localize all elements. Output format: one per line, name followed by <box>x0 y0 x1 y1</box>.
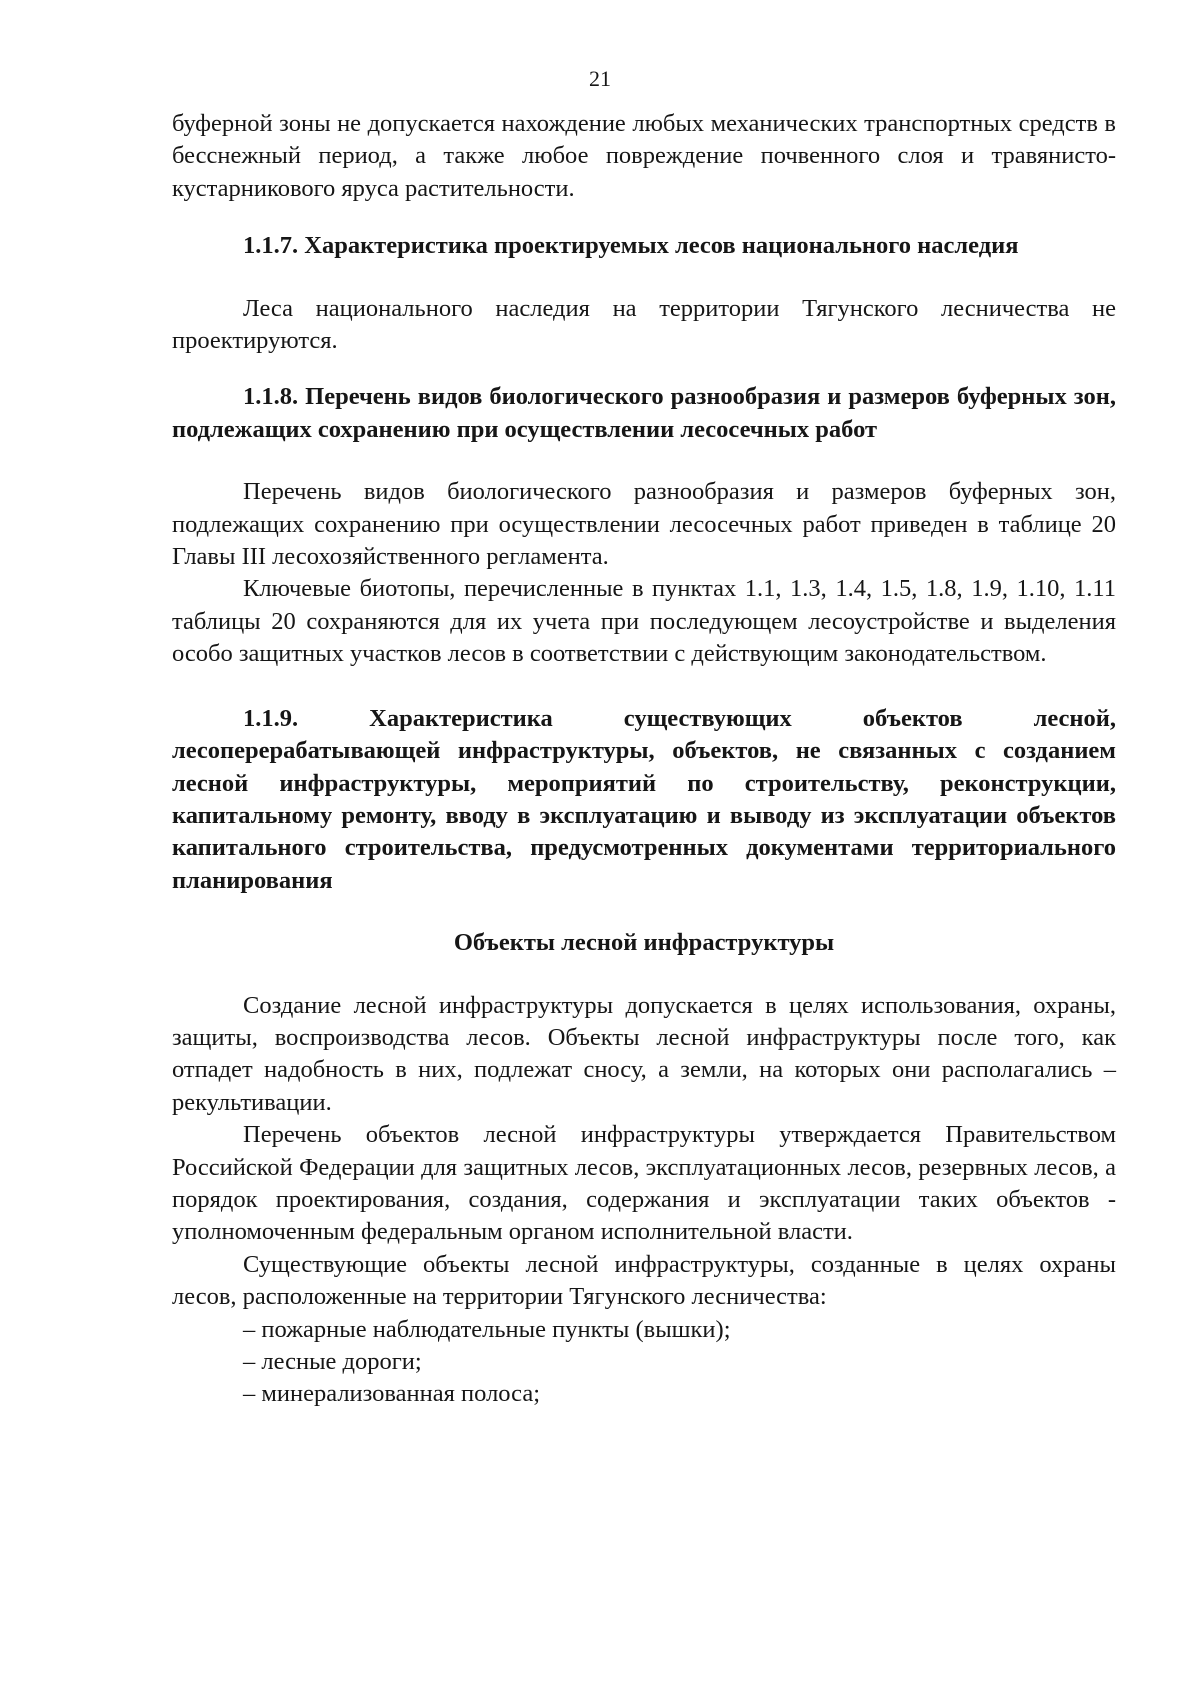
heading-1-1-7: 1.1.7. Характеристика проектируемых лесов национального наследия <box>243 232 1019 260</box>
subheading-forest-infrastructure: Объекты лесной инфраструктуры <box>453 929 835 957</box>
paragraph-1-1-9-c: Существующие объекты лесной инфраструктуры, созданные в целях охраны лесов, расположенные на территории Тягунского лесничества: <box>172 1250 1116 1311</box>
list-item: – минерализованная полоса; <box>243 1380 541 1408</box>
paragraph-1-1-7: Леса национального наследия на территории Тягунского лесничества не проектируются. <box>172 294 1116 355</box>
paragraph-1-1-8-a: Перечень видов биологического разнообразия и размеров буферных зон, подлежащих сохранению при осуществлении лесосечных работ приведен в таблице 20 Главы III лесохозяйственного регламента. <box>172 478 1116 571</box>
heading-1-1-8: 1.1.8. Перечень видов биологического разнообразия и размеров буферных зон, подлежащих сохранению при осуществлении лесосечных работ <box>172 383 1116 443</box>
intro-paragraph: буферной зоны не допускается нахождение любых механических транспортных средств в бесснежный период, а также любое повреждение почвенного слоя и травянисто-кустарникового яруса растительности. <box>172 110 1116 202</box>
paragraph-1-1-9-b: Перечень объектов лесной инфраструктуры утверждается Правительством Российской Федерации для защитных лесов, эксплуатационных лесов, резервных лесов, а порядок проектирования, создания, содержания и эксплуатации таких объектов - уполномоченным федеральным органом исполнительной власти. <box>172 1121 1116 1246</box>
list-item: – лесные дороги; <box>243 1348 422 1375</box>
list-item: – пожарные наблюдательные пункты (вышки); <box>243 1315 731 1343</box>
page-number: 21 <box>589 66 611 91</box>
paragraph-1-1-9-a: Создание лесной инфраструктуры допускается в целях использования, охраны, защиты, воспроизводства лесов. Объекты лесной инфраструктуры после того, как отпадет надобность в них, подлежат сносу, а земли, на которых они располагались – рекультивации. <box>172 991 1116 1116</box>
heading-1-1-9: 1.1.9. Характеристика существующих объектов лесной, лесоперерабатывающей инфраструктуры, объектов, не связанных с созданием лесной инфраструктуры, мероприятий по строительству, реконструкции, капитальному ремонту, вводу в эксплуатацию и выводу из эксплуатации объектов капитального строительства, предусмотренных документами территориального планирования <box>172 704 1116 894</box>
paragraph-1-1-8-b: Ключевые биотопы, перечисленные в пунктах 1.1, 1.3, 1.4, 1.5, 1.8, 1.9, 1.10, 1.11 таблицы 20 сохраняются для их учета при последующем лесоустройстве и выделения особо защитных участков лесов в соответствии с действующим законодательством. <box>172 575 1116 668</box>
page-content <box>172 108 1116 1411</box>
